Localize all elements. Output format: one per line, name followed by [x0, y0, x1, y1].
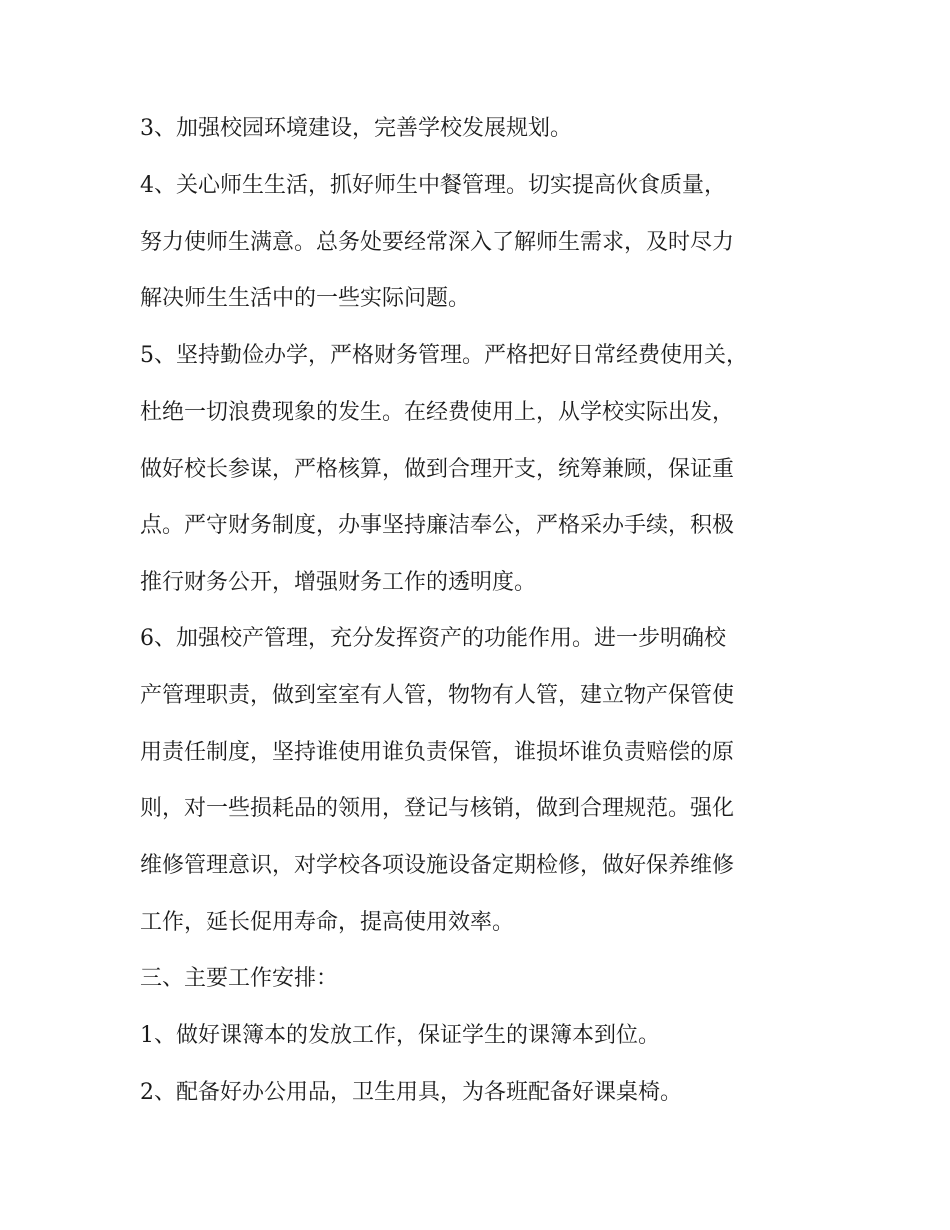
- text-line-10: 6、加强校产管理，充分发挥资产的功能作用。进一步明确校: [140, 626, 726, 651]
- text-line-14: 维修管理意识，对学校各项设施设备定期检修，做好保养维修: [140, 853, 735, 878]
- text-line-3: 努力使师生满意。总务处要经常深入了解师生需求，及时尽力: [140, 230, 735, 255]
- text-line-18: 2、配备好办公用品，卫生用具，为各班配备好课桌椅。: [140, 1080, 682, 1105]
- section-heading: 三、主要工作安排：: [140, 966, 339, 991]
- text-line-1: 3、加强校园环境建设，完善学校发展规划。: [140, 116, 572, 141]
- text-line-5: 5、坚持勤俭办学，严格财务管理。严格把好日常经费使用关，: [140, 343, 748, 368]
- text-line-9: 推行财务公开，增强财务工作的透明度。: [140, 570, 537, 595]
- text-line-17: 1、做好课簿本的发放工作，保证学生的课簿本到位。: [140, 1023, 660, 1048]
- text-line-6: 杜绝一切浪费现象的发生。在经费使用上，从学校实际出发，: [140, 400, 735, 425]
- text-line-8: 点。严守财务制度，办事坚持廉洁奉公，严格采办手续，积极: [140, 513, 735, 538]
- text-line-7: 做好校长参谋，严格核算，做到合理开支，统筹兼顾，保证重: [140, 457, 735, 482]
- text-line-2: 4、关心师生生活，抓好师生中餐管理。切实提高伙食质量，: [140, 173, 726, 198]
- text-line-12: 用责任制度，坚持谁使用谁负责保管，谁损坏谁负责赔偿的原: [140, 740, 735, 765]
- text-line-15: 工作，延长促用寿命，提高使用效率。: [140, 910, 515, 935]
- text-line-11: 产管理职责，做到室室有人管，物物有人管，建立物产保管使: [140, 683, 735, 708]
- text-line-4: 解决师生生活中的一些实际问题。: [140, 286, 471, 311]
- text-line-13: 则，对一些损耗品的领用，登记与核销，做到合理规范。强化: [140, 796, 735, 821]
